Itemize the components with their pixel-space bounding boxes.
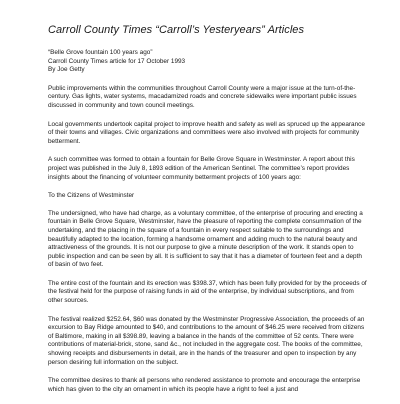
article-headline: “Belle Grove fountain 100 years ago” [48, 49, 153, 56]
author-line: By Joe Getty [48, 66, 85, 74]
publication-line: Carroll County Times article for 17 October 1993 [48, 57, 186, 65]
paragraph: The committee desires to thank all persons who rendered assistance to promote and encourage the enterprise which has given to the city an ornament in which its people have a right to feel a just and [48, 377, 361, 393]
paragraph: Public improvements within the communities throughout Carroll County were a major issue at the turn-of-the-century. Gas lights, water systems, macadamized roads and concrete sidewalks were important public issues discussed in community and town council meetings. [48, 84, 357, 109]
document-title: Carroll County Times “Carroll’s Yesteryears” Articles [48, 24, 305, 36]
paragraph: The festival realized $252.64, $60 was donated by the Westminster Progressive Association, the proceeds of an excursion to Bay Ridge amounted to $40, and contributions to the amount of $46.25 were received from citizens of Baltimore, making in all $398.89, leaving a balance in the hands of the committee of 52 cents. There were contributions of material-brick, stone, sand &c., not included in the aggregate cost. The books of the committee, showing receipts and disbursements in detail, are in the hands of the treasurer and open to inspection by any person desiring full information on the subject. [48, 315, 365, 366]
letter-salutation: To the Citizens of Westminster [48, 192, 135, 200]
article-page [48, 24, 368, 404]
paragraph: Local governments undertook capital project to improve health and safety as well as spruced up the appearance of their towns and villages. Civic organizations and committees were also involved with projects for community betterment. [48, 120, 365, 145]
paragraph: The undersigned, who have had charge, as a voluntary committee, of the enterprise of procuring and erecting a fountain in Belle Grove Square, Westminster, have the pleasure of reporting the complete consummation of the undertaking, and the placing in the square of a fountain in every respect suitable to the surroundings and beautifully adapted to the location, forming a handsome ornament and adding much to the natural beauty and attractiveness of the grounds. It is not our purpose to give a minute description of the work. It stands open to public inspection and can be seen by all. It is sufficient to say that it has a diameter of fourteen feet and a depth of basin of two feet. [48, 209, 363, 269]
paragraph: A such committee was formed to obtain a fountain for Belle Grove Square in Westminster. A report about this project was published in the July 8, 1893 edition of the American Sentinel. The committee’s report provides insights about the financing of volunteer community betterment projects of 100 years ago: [48, 156, 355, 181]
article-byline [48, 49, 368, 75]
paragraph: The entire cost of the fountain and its erection was $398.37, which has been fully provided for by the proceeds of the festival held for the purpose of raising funds in aid of the enterprise, by individual subscriptions, and from other sources. [48, 279, 367, 305]
